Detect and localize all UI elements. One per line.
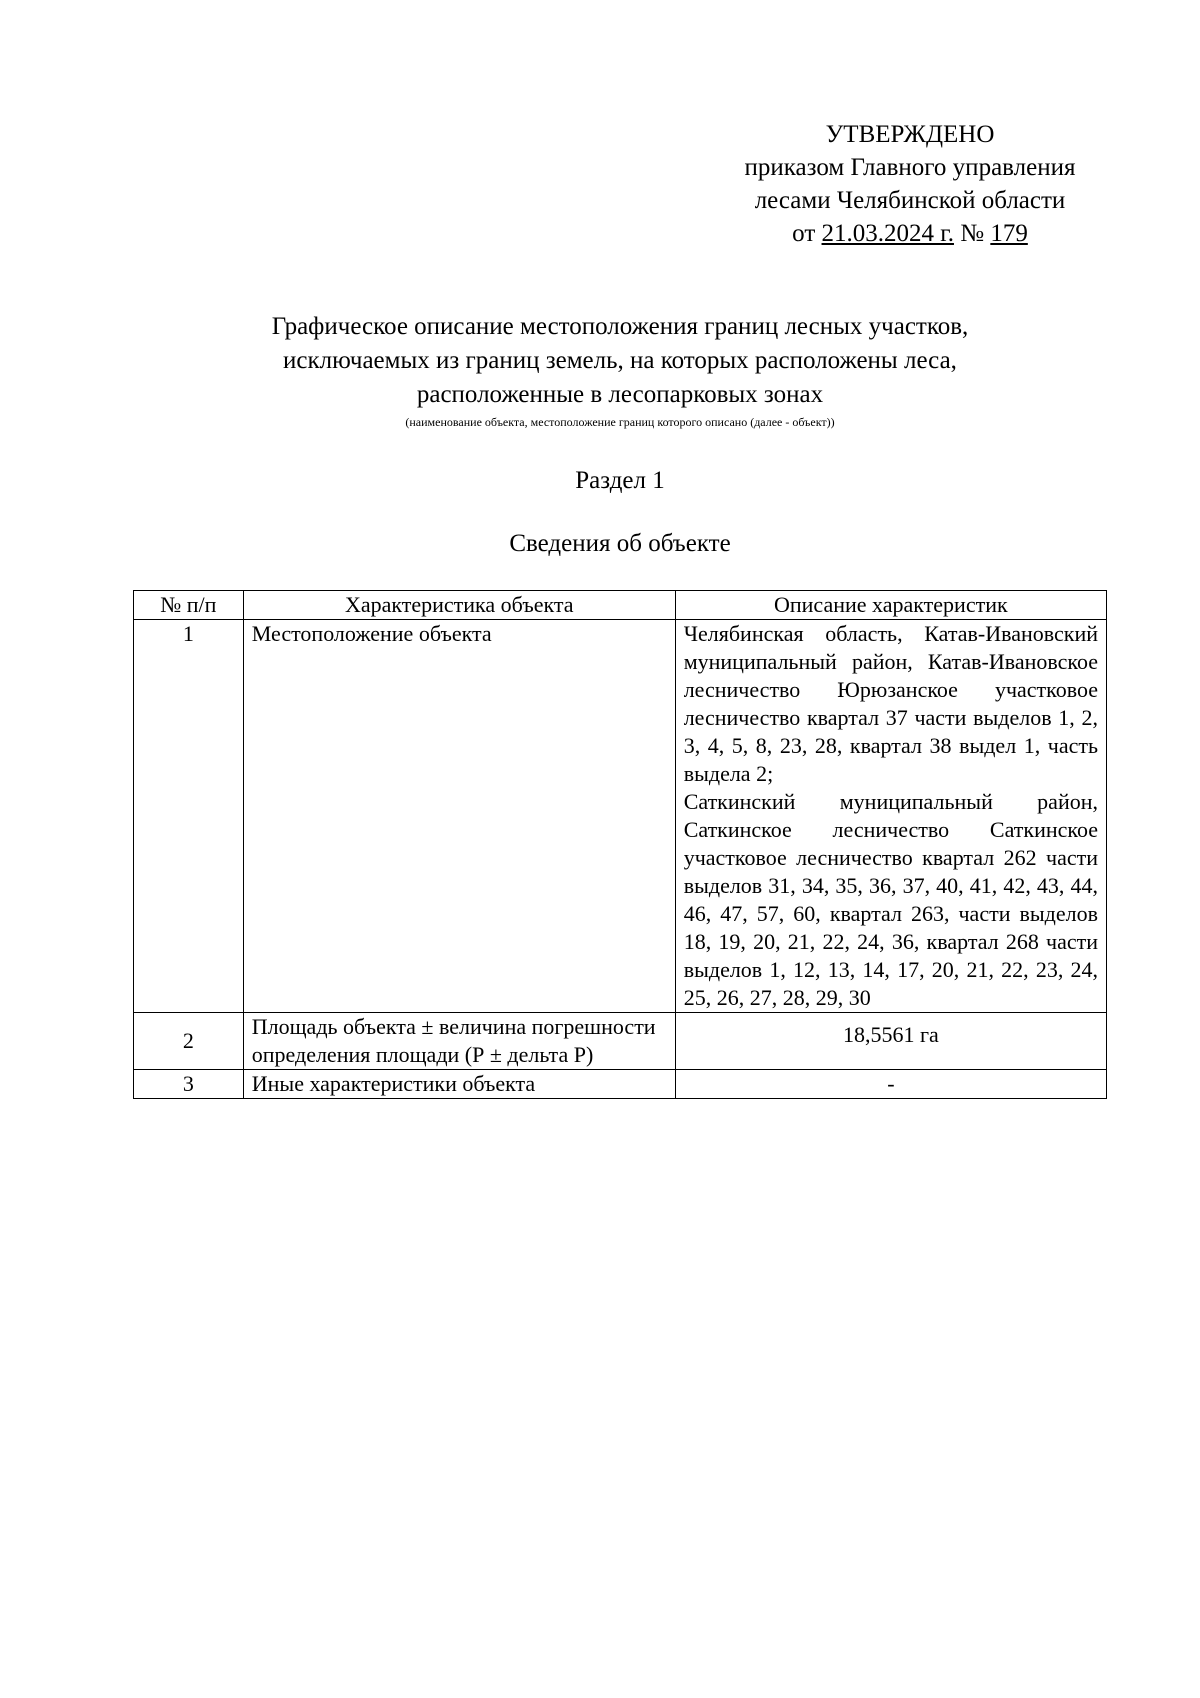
header-description: Описание характеристик — [675, 591, 1106, 620]
table-row — [134, 1013, 1107, 1070]
table-row — [134, 1070, 1107, 1099]
row-num: 2 — [134, 1013, 244, 1070]
description-part-1: Челябинская область, Катав-Ивановский муниципальный район, Катав-Ивановское лесничество Юрюзанское участковое лесничество квартал 37 части выделов 1, 2, 3, 4, 5, 8, 23, 28, квартал 38 выдел 1, часть выдела 2; — [683, 621, 1098, 786]
document-title — [140, 310, 1100, 430]
approval-order-line: приказом Главного управления — [744, 154, 1076, 181]
title-line-3: расположенные в лесопарковых зонах — [416, 381, 824, 408]
number-prefix: № — [960, 220, 985, 247]
approval-authority-line: лесами Челябинской области — [754, 187, 1066, 214]
header-num: № п/п — [134, 591, 244, 620]
title-line-1: Графическое описание местоположения границ лесных участков, — [271, 313, 969, 340]
date-prefix: от — [792, 220, 816, 247]
approval-date-line — [680, 217, 1140, 250]
row-description: - — [675, 1070, 1106, 1099]
section-heading: Сведения об объекте — [509, 530, 731, 557]
approval-number: 179 — [990, 220, 1028, 247]
row-characteristic: Площадь объекта ± величина погрешности определения площади (Р ± дельта Р) — [243, 1013, 675, 1070]
table-row — [134, 620, 1107, 1013]
table-header-row — [134, 591, 1107, 620]
header-characteristic: Характеристика объекта — [243, 591, 675, 620]
section-number: Раздел 1 — [575, 467, 665, 494]
row-characteristic: Иные характеристики объекта — [243, 1070, 675, 1099]
title-line-2: исключаемых из границ земель, на которых расположены леса, — [283, 347, 957, 374]
row-num: 1 — [134, 620, 244, 1013]
title-caption: (наименование объекта, местоположение границ которого описано (далее - объект)) — [405, 415, 835, 429]
approval-date: 21.03.2024 г. — [821, 220, 954, 247]
row-num: 3 — [134, 1070, 244, 1099]
row-description: 18,5561 га — [675, 1013, 1106, 1070]
row-characteristic: Местоположение объекта — [243, 620, 675, 1013]
object-info-table — [133, 590, 1107, 1099]
approval-stamp-block — [680, 118, 1140, 250]
description-part-2: Саткинский муниципальный район, Саткинское лесничество Саткинское участковое лесничество квартал 262 части выделов 31, 34, 35, 36, 37, 40, 41, 42, 43, 44, 46, 47, 57, 60, квартал 263, части выделов 18, 19, 20, 21, 22, 24, 36, квартал 268 части выделов 1, 12, 13, 14, 17, 20, 21, 22, 23, 24, 25, 26, 27, 28, 29, 30 — [683, 789, 1098, 1010]
approval-title: УТВЕРЖДЕНО — [825, 121, 995, 148]
row-description — [675, 620, 1106, 1013]
